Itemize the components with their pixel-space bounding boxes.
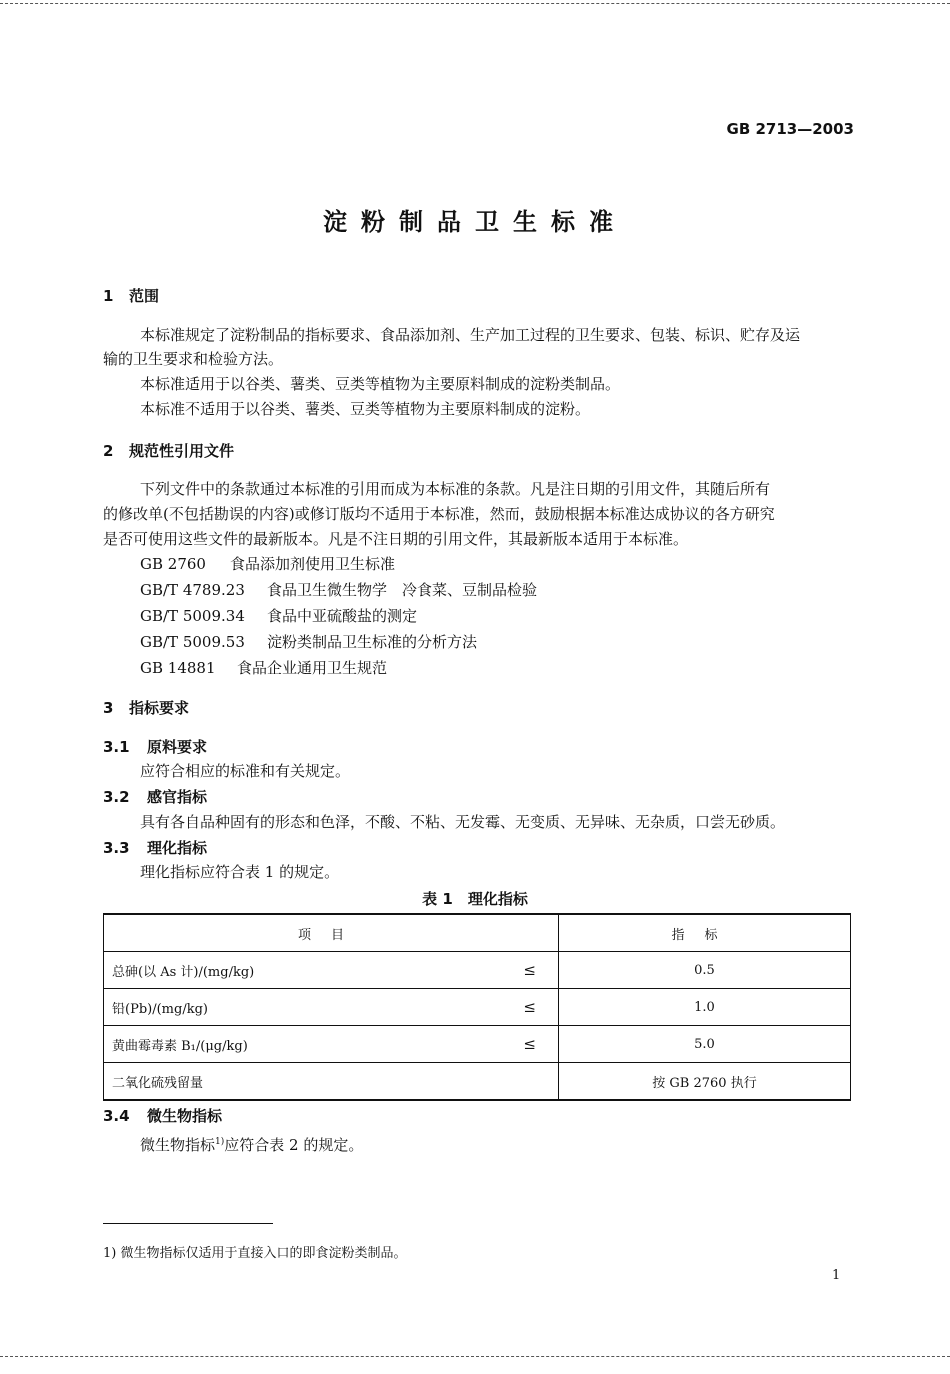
subsection-number: 3.2: [103, 788, 130, 806]
subsection-3-1-heading: [103, 736, 207, 757]
reference-item: [140, 552, 395, 576]
reference-code: GB/T 5009.53: [140, 633, 245, 651]
reference-code: GB/T 4789.23: [140, 581, 245, 599]
reference-name: 食品企业通用卫生规范: [237, 659, 388, 677]
page-bottom-edge: [0, 1356, 950, 1357]
subsection-title: 感官指标: [147, 788, 208, 806]
subsection-3-4-heading: [103, 1105, 222, 1126]
table-row: [104, 952, 851, 989]
row-item: [104, 989, 559, 1026]
section-title: 范围: [129, 287, 160, 305]
table-1-caption: 表 1 理化指标: [422, 890, 528, 908]
page-number: 1: [832, 1268, 841, 1283]
footnote-rule: [103, 1223, 273, 1224]
item-label: 黄曲霉毒素 B₁/(μg/kg): [112, 1038, 248, 1054]
row-item: [104, 952, 559, 989]
item-label: 总砷(以 As 计)/(mg/kg): [112, 964, 255, 980]
s2-intro-line1: 下列文件中的条款通过本标准的引用而成为本标准的条款。凡是注日期的引用文件，其随后所有: [140, 480, 771, 498]
reference-name: 淀粉类制品卫生标准的分析方法: [267, 633, 478, 651]
reference-item: [140, 578, 537, 602]
reference-code: GB 2760: [140, 555, 206, 573]
section-number: 1: [103, 287, 114, 305]
subsection-number: 3.4: [103, 1107, 130, 1125]
s33-text: 理化指标应符合表 1 的规定。: [140, 863, 340, 881]
subsection-3-2-heading: [103, 786, 207, 807]
document-title: 淀粉制品卫生标准: [323, 208, 627, 236]
page-top-edge: [0, 3, 950, 4]
row-item: [104, 1026, 559, 1063]
reference-code: GB 14881: [140, 659, 216, 677]
s1-para2: 本标准适用于以谷类、薯类、豆类等植物为主要原料制成的淀粉类制品。: [140, 375, 621, 393]
reference-name: 食品卫生微生物学 冷食菜、豆制品检验: [267, 581, 538, 599]
s31-text: 应符合相应的标准和有关规定。: [140, 762, 351, 780]
subsection-title: 微生物指标: [147, 1107, 223, 1125]
header-value: 指标: [559, 914, 851, 952]
reference-name: 食品添加剂使用卫生标准: [230, 555, 396, 573]
reference-name: 食品中亚硫酸盐的测定: [267, 607, 418, 625]
s32-text: 具有各自品种固有的形态和色泽，不酸、不粘、无发霉、无变质、无异味、无杂质，口尝无砂质。: [140, 813, 786, 831]
section-number: 2: [103, 442, 114, 460]
s34-text-b: 应符合表 2 的规定。: [224, 1136, 364, 1154]
reference-code: GB/T 5009.34: [140, 607, 245, 625]
less-equal-sign: ≤: [523, 1035, 536, 1053]
s1-para3: 本标准不适用于以谷类、薯类、豆类等植物为主要原料制成的淀粉。: [140, 400, 591, 418]
header-item: 项目: [104, 914, 559, 952]
s2-intro-line2: 的修改单(不包括勘误的内容)或修订版均不适用于本标准，然而，鼓励根据本标准达成协议的各方研究: [103, 505, 775, 523]
section-1-heading: [103, 285, 159, 306]
row-value: 5.0: [559, 1026, 851, 1063]
row-item: [104, 1063, 559, 1101]
reference-item: [140, 604, 417, 628]
table-1: [103, 913, 851, 1101]
section-3-heading: [103, 697, 189, 718]
section-number: 3: [103, 699, 114, 717]
table-row: [104, 1026, 851, 1063]
item-label: 铅(Pb)/(mg/kg): [112, 1001, 208, 1017]
reference-item: [140, 630, 477, 654]
row-value: 按 GB 2760 执行: [559, 1063, 851, 1101]
section-title: 指标要求: [129, 699, 190, 717]
table-row: [104, 1063, 851, 1101]
table-header-row: [104, 914, 851, 952]
s34-text: [140, 1130, 363, 1157]
reference-item: [140, 656, 387, 680]
less-equal-sign: ≤: [523, 961, 536, 979]
s2-intro-line3: 是否可使用这些文件的最新版本。凡是不注日期的引用文件，其最新版本适用于本标准。: [103, 530, 689, 548]
row-value: 0.5: [559, 952, 851, 989]
section-title: 规范性引用文件: [129, 442, 235, 460]
subsection-title: 理化指标: [147, 839, 208, 857]
subsection-number: 3.3: [103, 839, 130, 857]
item-label: 二氧化硫残留量: [112, 1075, 204, 1091]
subsection-3-3-heading: [103, 837, 207, 858]
row-value: 1.0: [559, 989, 851, 1026]
subsection-number: 3.1: [103, 738, 130, 756]
section-2-heading: [103, 440, 234, 461]
footnote: 1) 微生物指标仅适用于直接入口的即食淀粉类制品。: [103, 1246, 407, 1261]
less-equal-sign: ≤: [523, 998, 536, 1016]
s1-para1-line2: 输的卫生要求和检验方法。: [103, 350, 284, 368]
footnote-marker: 1): [215, 1137, 225, 1147]
table-row: [104, 989, 851, 1026]
standard-number: GB 2713—2003: [726, 120, 854, 138]
s34-text-a: 微生物指标: [140, 1136, 216, 1154]
s1-para1-line1: 本标准规定了淀粉制品的指标要求、食品添加剂、生产加工过程的卫生要求、包装、标识、贮存及运: [140, 326, 801, 344]
subsection-title: 原料要求: [147, 738, 208, 756]
